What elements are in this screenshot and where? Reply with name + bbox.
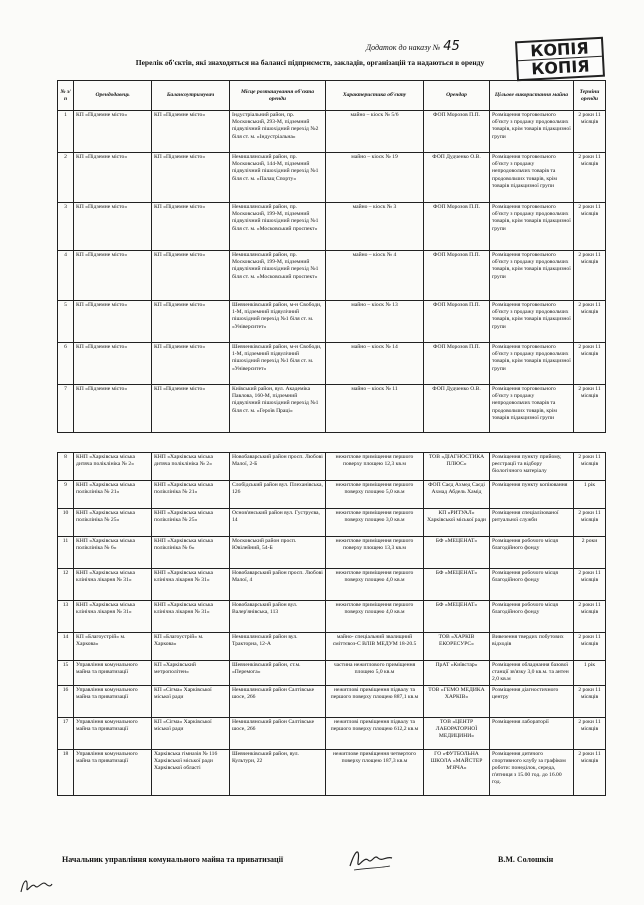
cell-lessor: КП «Підземне місто»: [74, 203, 152, 251]
cell-term: 2 роки 11 місяців: [574, 251, 606, 301]
cell-holder: КП «Благоустрій» м. Харкова»: [152, 633, 230, 661]
cell-purpose: Розміщення лабораторії: [490, 717, 574, 749]
cell-lessor: КНП «Харківська міська дитяча поліклініка № 2»: [74, 453, 152, 481]
cell-tenant: ФОП Саєд Ахмед Саєді Ахмад Абдель Хамід: [424, 481, 490, 509]
cell-object: нежитлове приміщення першого поверху площею 13,3 кв.м: [326, 537, 424, 569]
cell-term: 1 рік: [574, 661, 606, 686]
cell-location: Немишлянський район вул. Тракторна, 12-А: [230, 633, 326, 661]
cell-purpose: Розміщення дитячого спортивного клубу за графіком роботи: понеділок, середа, п'ятниця з 15.00 год. до 16.00 год.: [490, 749, 574, 795]
cell-lessor: Управління комунального майна та приватизації: [74, 749, 152, 795]
cell-holder: КП «Харківський метрополітен»: [152, 661, 230, 686]
cell-holder: КП «Підземне місто»: [152, 343, 230, 385]
cell-purpose: Розміщення діагностичного центру: [490, 685, 574, 717]
col-header-term: Терміни оренди: [574, 81, 606, 111]
cell-number: 3: [58, 203, 74, 251]
cell-purpose: Розміщення робочого місця благодійного фонду: [490, 569, 574, 601]
cell-tenant: ТОВ «ГЕМО МЕДИКА ХАРКІВ»: [424, 685, 490, 717]
lease-table-part-2: [57, 452, 606, 796]
cell-holder: КНП «Харківська міська клінічна лікарня № 31»: [152, 601, 230, 633]
cell-term: 2 роки 11 місяців: [574, 385, 606, 433]
cell-term: 2 роки 11 місяців: [574, 717, 606, 749]
cell-object: майно – кіоск № 13: [326, 301, 424, 343]
col-header-object: Характеристика об'єкту: [326, 81, 424, 111]
col-header-number: № з/п: [58, 81, 74, 111]
cell-object: майно – кіоск № 11: [326, 385, 424, 433]
cell-number: 8: [58, 453, 74, 481]
copy-stamp: [515, 37, 605, 82]
cell-object: нежитлове приміщення четвертого поверху площею 187,3 кв.м: [326, 749, 424, 795]
cell-tenant: ТОВ «ХАРКІВ ЕКОРЕСУРС»: [424, 633, 490, 661]
cell-location: Шевченківський район, м-н Свободи, 1-М, підземний підвулічний пішохідний перехід №1 біля ст. м. «Університет»: [230, 301, 326, 343]
table-row: [58, 717, 606, 749]
cell-holder: КП «Підземне місто»: [152, 153, 230, 203]
cell-location: Шевченківський район, ст.м. «Перемога»: [230, 661, 326, 686]
cell-purpose: Розміщення пункту прийому, реєстрації та відбору біологічного матеріалу: [490, 453, 574, 481]
cell-location: Слобідський район вул. Плеханівська, 126: [230, 481, 326, 509]
cell-term: 2 роки 11 місяців: [574, 685, 606, 717]
cell-tenant: ТОВ «ЦЕНТР ЛАБОРАТОРНОЇ МЕДИЦИНИ»: [424, 717, 490, 749]
table-row: [58, 111, 606, 153]
cell-number: 15: [58, 661, 74, 686]
cell-object: нежитлове приміщення першого поверху площею 3,0 кв.м: [326, 509, 424, 537]
table-row: [58, 537, 606, 569]
cell-location: Індустріальний район, пр. Московський, 293-М, підземний підвулічний пішохідний перехід №2 біля ст. м. «Індустріальна»: [230, 111, 326, 153]
cell-number: 7: [58, 385, 74, 433]
cell-tenant: ТОВ «ДІАГНОСТИКА ПЛЮС»: [424, 453, 490, 481]
cell-term: 2 роки 11 місяців: [574, 601, 606, 633]
cell-lessor: КНП «Харківська міська клінічна лікарня № 31»: [74, 601, 152, 633]
cell-tenant: ФОП Морозов П.П.: [424, 251, 490, 301]
table-row: [58, 203, 606, 251]
cell-term: 2 роки 11 місяців: [574, 453, 606, 481]
cell-holder: КП «Підземне місто»: [152, 251, 230, 301]
cell-object: нежитлові приміщення підвалу та першого поверху площею 887,1 кв.м: [326, 685, 424, 717]
cell-term: 2 роки 11 місяців: [574, 569, 606, 601]
cell-lessor: КНП «Харківська міська поліклініка № 25»: [74, 509, 152, 537]
cell-object: нежитлові приміщення підвалу та першого поверху площею 612,2 кв.м: [326, 717, 424, 749]
cell-object: майно – кіоск № 14: [326, 343, 424, 385]
table-row: [58, 301, 606, 343]
cell-object: майно – кіоск № 3: [326, 203, 424, 251]
table-row: [58, 385, 606, 433]
cell-tenant: ФОП Морозов П.П.: [424, 343, 490, 385]
cell-location: Шевченківський район, вул. Культури, 22: [230, 749, 326, 795]
cell-number: 12: [58, 569, 74, 601]
cell-number: 9: [58, 481, 74, 509]
cell-location: Немишлянський район, пр. Московський, 144-М, підземний підвулічний пішохідний перехід №1 біля ст. м. «Палац Спорту»: [230, 153, 326, 203]
cell-location: Немишлянський район Салтівське шосе, 266: [230, 685, 326, 717]
cell-term: 2 роки 11 місяців: [574, 301, 606, 343]
cell-holder: Харківська гімназія № 116 Харківської міської ради Харківської області: [152, 749, 230, 795]
cell-location: Немишлянський район, пр. Московський, 199-М, підземний підвулічний пішохідний перехід №1 біля ст. м. «Московський проспект»: [230, 203, 326, 251]
cell-number: 16: [58, 685, 74, 717]
signer-title: Начальник управління комунального майна та приватизації: [62, 855, 284, 864]
cell-object: майно – кіоск № 4: [326, 251, 424, 301]
cell-holder: КП «Сігма» Харківської міської ради: [152, 685, 230, 717]
cell-number: 2: [58, 153, 74, 203]
cell-purpose: Розміщення обладнання базової станції зв'язку 3,0 кв.м. та антен 2,0 кв.м: [490, 661, 574, 686]
cell-lessor: Управління комунального майна та приватизації: [74, 661, 152, 686]
cell-tenant: БФ «МЕЦЕНАТ»: [424, 601, 490, 633]
handwritten-initials: [18, 874, 54, 901]
cell-purpose: Розміщення спеціалізованої ритуальної служби: [490, 509, 574, 537]
table-row: [58, 509, 606, 537]
cell-object: нежитлове приміщення першого поверху площею 5,0 кв.м: [326, 481, 424, 509]
handwritten-signature: [346, 846, 396, 881]
cell-number: 4: [58, 251, 74, 301]
cell-purpose: Розміщення пункту копіювання: [490, 481, 574, 509]
table-row: [58, 481, 606, 509]
cell-purpose: Розміщення торговельного об'єкту з продажу продовольчих товарів, крім товарів підакцизної групи: [490, 343, 574, 385]
cell-purpose: Розміщення торговельного об'єкту з продажу продовольчих товарів, крім товарів підакцизної групи: [490, 301, 574, 343]
cell-holder: КП «Підземне місто»: [152, 203, 230, 251]
cell-object: нежитлове приміщення першого поверху площею 4,0 кв.м: [326, 569, 424, 601]
table-body-part-1: [58, 111, 606, 433]
cell-location: Основ'янський район вул. Густруєва, 14: [230, 509, 326, 537]
cell-lessor: КНП «Харківська міська клінічна лікарня № 31»: [74, 569, 152, 601]
cell-number: 17: [58, 717, 74, 749]
col-header-purpose: Цільове використання майна: [490, 81, 574, 111]
cell-object: нежитлове приміщення першого поверху площею 12,3 кв.м: [326, 453, 424, 481]
cell-location: Немишлянський район Салтівське шосе, 266: [230, 717, 326, 749]
cell-tenant: ФОП Морозов П.П.: [424, 111, 490, 153]
col-header-lessor: Орендодавець: [74, 81, 152, 111]
cell-location: Новобаварський район просп. Любові Малої, 2-Б: [230, 453, 326, 481]
table-row: [58, 685, 606, 717]
cell-purpose: Розміщення робочого місця благодійного фонду: [490, 601, 574, 633]
stamp-line-2: КОПІЯ: [530, 56, 591, 79]
cell-purpose: Розміщення торговельного об'єкту з продажу продовольчих товарів, крім товарів підакцизної групи: [490, 251, 574, 301]
cell-tenant: ПрАТ «Київстар»: [424, 661, 490, 686]
addendum-label: Додаток до наказу №: [366, 43, 441, 52]
table-row: [58, 153, 606, 203]
cell-tenant: ФОП Морозов П.П.: [424, 301, 490, 343]
cell-term: 2 роки: [574, 537, 606, 569]
cell-purpose: Розміщення робочого місця благодійного фонду: [490, 537, 574, 569]
cell-number: 5: [58, 301, 74, 343]
cell-term: 2 роки 11 місяців: [574, 749, 606, 795]
table-row: [58, 343, 606, 385]
cell-lessor: КП «Благоустрій» м. Харкова»: [74, 633, 152, 661]
col-header-holder: Балансоутримувач: [152, 81, 230, 111]
addendum-number: 45: [443, 39, 460, 54]
col-header-location: Місце розташування об'єкта оренди: [230, 81, 326, 111]
cell-lessor: КП «Підземне місто»: [74, 385, 152, 433]
cell-lessor: КП «Підземне місто»: [74, 301, 152, 343]
cell-holder: КНП «Харківська міська поліклініка № 21»: [152, 481, 230, 509]
cell-term: 2 роки 11 місяців: [574, 633, 606, 661]
document-title: Перелік об'єктів, які знаходяться на балансі підприємств, закладів, організацій та надаються в оренду: [135, 58, 485, 67]
cell-tenant: БФ «МЕЦЕНАТ»: [424, 569, 490, 601]
cell-term: 2 роки 11 місяців: [574, 343, 606, 385]
cell-term: 1 рік: [574, 481, 606, 509]
cell-number: 13: [58, 601, 74, 633]
signer-name: В.М. Солошкін: [498, 855, 554, 864]
table-row: [58, 661, 606, 686]
cell-object: майно – кіоск № 19: [326, 153, 424, 203]
cell-purpose: Розміщення торговельного об'єкту з продажу продовольчих товарів, крім товарів підакцизної групи: [490, 203, 574, 251]
cell-tenant: ФОП Дудченко О.В.: [424, 385, 490, 433]
table-body-part-2: [58, 453, 606, 796]
cell-number: 1: [58, 111, 74, 153]
cell-lessor: КП «Підземне місто»: [74, 153, 152, 203]
cell-holder: КНП «Харківська міська дитяча поліклініка № 2»: [152, 453, 230, 481]
cell-tenant: КП «РИТУАЛ» Харківської міської ради: [424, 509, 490, 537]
cell-term: 2 роки 11 місяців: [574, 203, 606, 251]
cell-tenant: ГО «ФУТБОЛЬНА ШКОЛА «МАЙСТЕР М'ЯЧА»: [424, 749, 490, 795]
cell-holder: КНП «Харківська міська поліклініка № 6»: [152, 537, 230, 569]
cell-number: 18: [58, 749, 74, 795]
cell-lessor: Управління комунального майна та приватизації: [74, 685, 152, 717]
table-row: [58, 749, 606, 795]
cell-lessor: Управління комунального майна та приватизації: [74, 717, 152, 749]
cell-number: 14: [58, 633, 74, 661]
cell-lessor: КНП «Харківська міська поліклініка № 6»: [74, 537, 152, 569]
cell-lessor: КНП «Харківська міська поліклініка № 21»: [74, 481, 152, 509]
cell-holder: КП «Підземне місто»: [152, 301, 230, 343]
cell-holder: КП «Сігма» Харківської міської ради: [152, 717, 230, 749]
cell-term: 2 роки 11 місяців: [574, 509, 606, 537]
cell-location: Немишлянський район, пр. Московський, 199-М, підземний підвулічний пішохідний перехід №1 біля ст. м. «Московський проспект»: [230, 251, 326, 301]
cell-object: нежитлове приміщення першого поверху площею 4,0 кв.м: [326, 601, 424, 633]
cell-object: майно- спеціальний звалищний сміттєвоз-С ВЛІВ МЕДУМ 18-20.5: [326, 633, 424, 661]
cell-location: Київський район, вул. Академіка Павлова, 160-М, підземний підвулічний пішохідний перехід №1 біля ст. м. «Героїв Праці»: [230, 385, 326, 433]
cell-purpose: Розміщення торговельного об'єкту з продажу продовольчих товарів, крім товарів підакцизної групи: [490, 111, 574, 153]
cell-location: Новобаварський район просп. Любові Малої, 4: [230, 569, 326, 601]
cell-lessor: КП «Підземне місто»: [74, 111, 152, 153]
cell-number: 10: [58, 509, 74, 537]
cell-holder: КП «Підземне місто»: [152, 111, 230, 153]
cell-term: 2 роки 11 місяців: [574, 153, 606, 203]
cell-tenant: ФОП Морозов П.П.: [424, 203, 490, 251]
table-row: [58, 251, 606, 301]
cell-tenant: ФОП Дудченко О.В.: [424, 153, 490, 203]
cell-lessor: КП «Підземне місто»: [74, 251, 152, 301]
cell-term: 2 роки 11 місяців: [574, 111, 606, 153]
table-row: [58, 453, 606, 481]
table-row: [58, 633, 606, 661]
cell-lessor: КП «Підземне місто»: [74, 343, 152, 385]
table-header-row: [58, 81, 606, 111]
cell-number: 11: [58, 537, 74, 569]
cell-holder: КНП «Харківська міська поліклініка № 25»: [152, 509, 230, 537]
cell-location: Новобаварський район вул. Валер'янівська, 113: [230, 601, 326, 633]
lease-table-part-1: [57, 80, 606, 433]
col-header-tenant: Орендар: [424, 81, 490, 111]
cell-purpose: Вивезення твердих побутових відходів: [490, 633, 574, 661]
cell-purpose: Розміщення торговельного об'єкту з продажу непродовольчих товарів та продовольчих товарів, крім товарів підакцизної групи: [490, 385, 574, 433]
cell-tenant: БФ «МЕЦЕНАТ»: [424, 537, 490, 569]
cell-object: частина нежитлового приміщення площею 5,0 кв.м: [326, 661, 424, 686]
cell-location: Шевченківський район, м-н Свободи, 1-М, підземний підвулічний пішохідний перехід №1 біля ст. м. «Університет»: [230, 343, 326, 385]
cell-location: Московський район просп. Ювілейний, 54-Б: [230, 537, 326, 569]
table-row: [58, 569, 606, 601]
addendum-line: [366, 39, 463, 54]
cell-holder: КНП «Харківська міська клінічна лікарня № 31»: [152, 569, 230, 601]
table-row: [58, 601, 606, 633]
stamp-line-1: КОПІЯ: [517, 39, 602, 61]
cell-object: майно – кіоск № 5/6: [326, 111, 424, 153]
cell-purpose: Розміщення торговельного об'єкту з продажу непродовольчих товарів та продовольчих товарів, крім товарів підакцизної групи: [490, 153, 574, 203]
cell-number: 6: [58, 343, 74, 385]
cell-holder: КП «Підземне місто»: [152, 385, 230, 433]
